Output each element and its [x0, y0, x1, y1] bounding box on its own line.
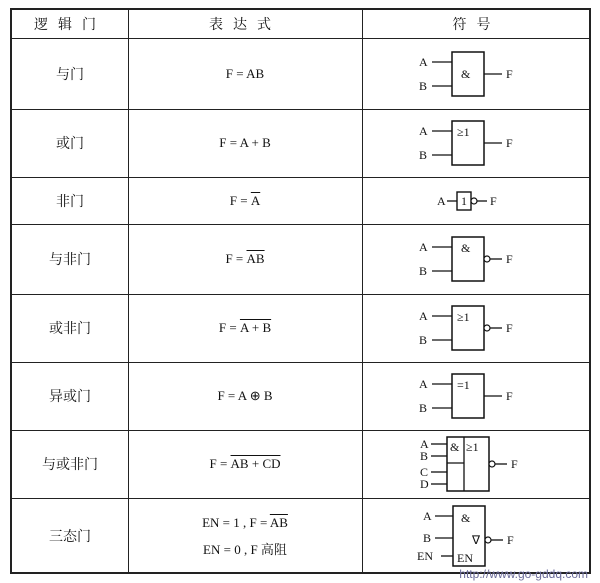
header-logic-gate: 逻辑门 [34, 17, 106, 33]
svg-text:≥1: ≥1 [456, 310, 470, 324]
svg-text:B: B [418, 333, 427, 347]
svg-text:EN: EN [416, 549, 433, 563]
gate-name: 或非门 [49, 321, 91, 337]
not-gate-icon [437, 188, 517, 214]
nor-gate-icon [417, 303, 537, 353]
svg-text:A: A [422, 509, 432, 523]
gate-expression: F = $\overline{A}$ [229, 192, 261, 208]
svg-text:F: F [505, 66, 513, 81]
svg-text:B: B [418, 78, 427, 93]
aoi-gate-symbol [362, 430, 591, 498]
svg-text:B: B [418, 148, 427, 162]
svg-text:F: F [505, 321, 513, 335]
svg-text:&: & [460, 241, 470, 255]
gate-expression: F = A ⊕ B [217, 388, 273, 403]
svg-text:B: B [419, 449, 428, 463]
svg-text:F: F [510, 457, 518, 471]
svg-text:D: D [419, 477, 429, 491]
svg-text:A: A [418, 377, 428, 391]
svg-text:C: C [419, 465, 428, 479]
gate-name: 非门 [56, 193, 84, 210]
tristate-line-1: EN = 1 , $F = \overline{AB}$ [202, 514, 288, 530]
tristate-gate-symbol [362, 498, 591, 574]
header-symbol: 符号 [452, 17, 501, 33]
svg-text:EN: EN [456, 551, 473, 565]
or-gate-icon [417, 118, 537, 168]
svg-text:A: A [418, 240, 428, 254]
xor-gate-icon [417, 371, 537, 421]
svg-text:F: F [505, 252, 513, 266]
svg-text:=1: =1 [456, 378, 470, 392]
svg-text:F: F [505, 389, 513, 403]
svg-text:≥1: ≥1 [456, 125, 470, 139]
xor-gate-symbol [362, 362, 591, 430]
svg-text:F: F [506, 533, 514, 547]
svg-text:A: A [418, 309, 428, 323]
gate-expression: F = A + B [218, 320, 272, 335]
svg-text:&: & [449, 440, 459, 454]
svg-text:B: B [418, 401, 427, 415]
gate-expression: F = $\overline{AB}$ [225, 251, 265, 266]
svg-text:1: 1 [460, 193, 467, 208]
gate-name: 异或门 [49, 389, 91, 405]
svg-text:F: F [489, 193, 497, 208]
or-gate-symbol [362, 109, 591, 177]
and-gate-symbol [362, 38, 591, 109]
and-gate-icon [417, 49, 537, 99]
svg-text:A: A [418, 124, 428, 138]
nand-gate-icon [417, 234, 537, 284]
gate-expression: F = AB + CD [209, 456, 281, 471]
nor-gate-symbol [362, 294, 591, 362]
gate-expression [128, 498, 362, 574]
logic-gate-table [10, 8, 591, 574]
svg-text:A: A [418, 54, 428, 69]
tristate-gate-icon [417, 504, 537, 568]
gate-name: 与非门 [49, 252, 91, 268]
svg-text:B: B [418, 264, 427, 278]
aoi-gate-icon [417, 434, 537, 494]
gate-expression: F = A + B [219, 135, 271, 150]
svg-text:A: A [419, 437, 429, 451]
gate-name: 三态门 [49, 529, 91, 545]
svg-text:∇: ∇ [471, 533, 480, 547]
svg-text:&: & [460, 66, 470, 81]
svg-text:&: & [460, 511, 470, 525]
svg-text:F: F [505, 136, 513, 150]
header-expression: 表达式 [209, 17, 281, 33]
svg-text:B: B [422, 531, 431, 545]
not-gate-symbol [362, 177, 591, 224]
watermark-url: http://www.go-gddq.com [459, 567, 588, 581]
svg-text:A: A [436, 193, 446, 208]
gate-name: 与或非门 [42, 457, 98, 473]
nand-gate-symbol [362, 224, 591, 294]
tristate-line-2: EN = 0 , F 高阻 [203, 541, 287, 557]
gate-expression: F = AB [225, 65, 265, 81]
gate-name: 与门 [56, 66, 84, 83]
gate-name: 或门 [56, 136, 84, 152]
svg-text:≥1: ≥1 [465, 440, 479, 454]
